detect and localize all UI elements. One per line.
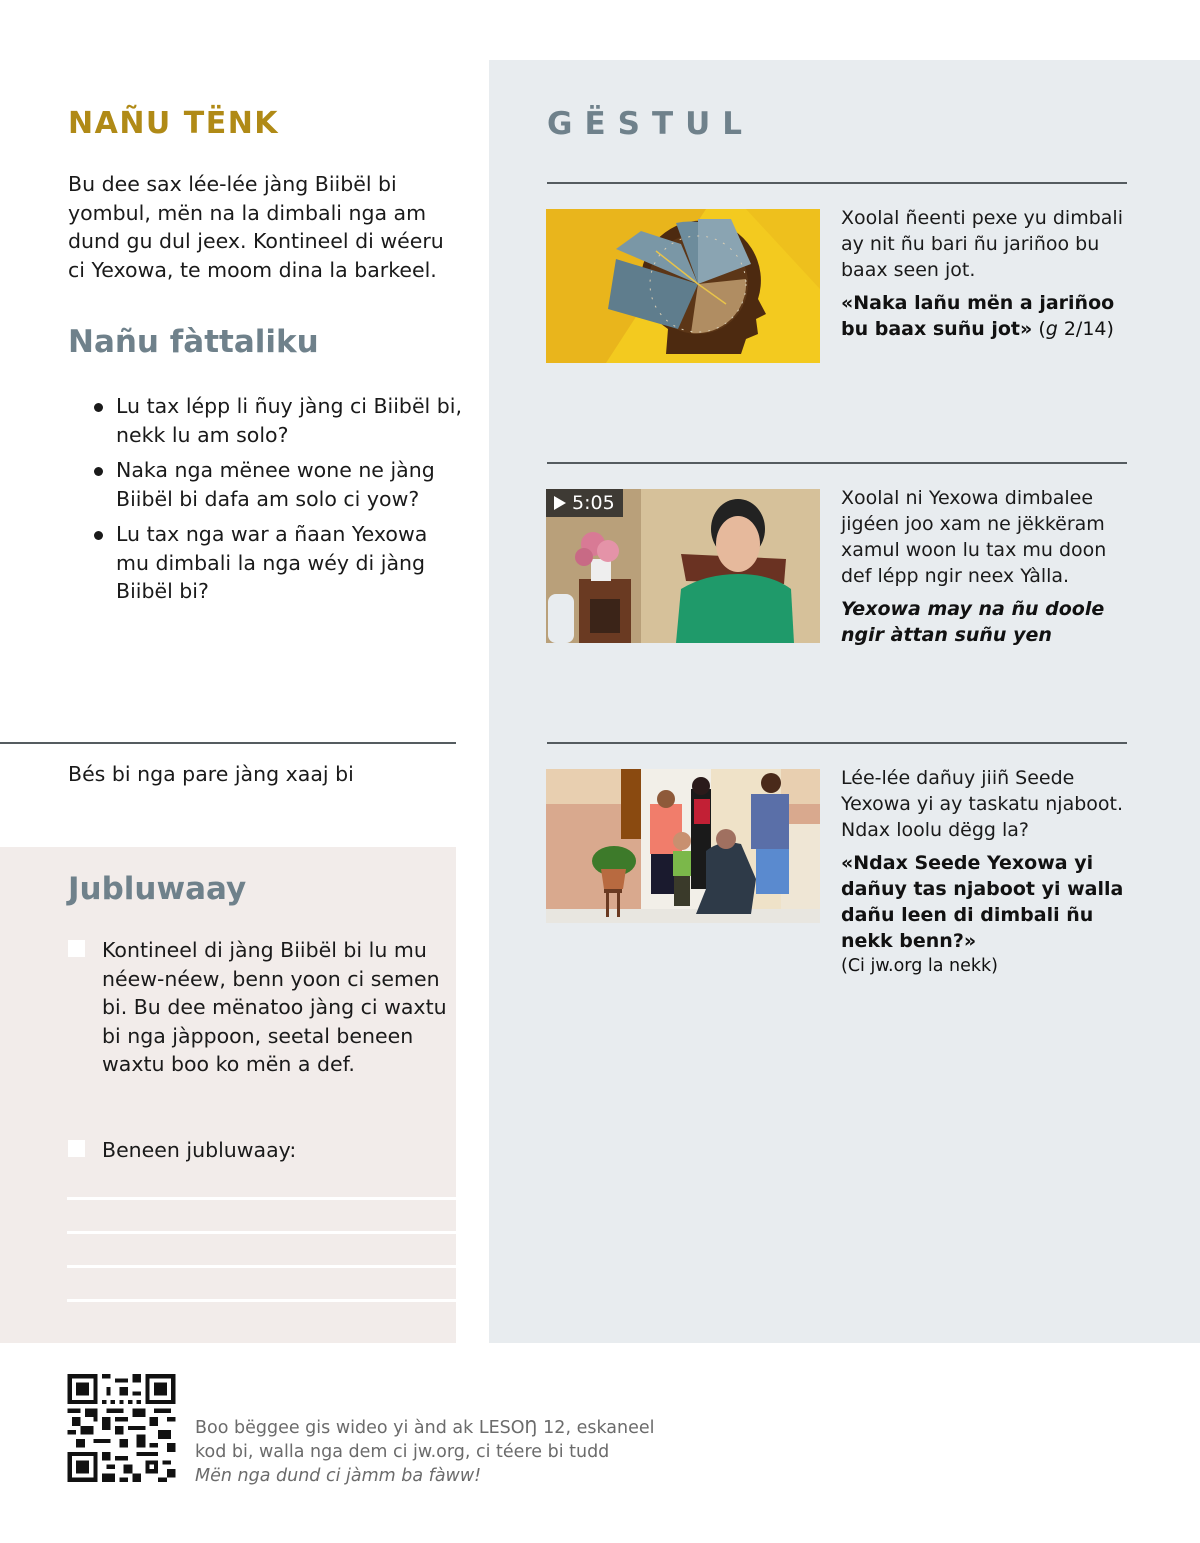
intro-title: NAÑU TËNK: [68, 106, 280, 141]
bullet-icon: [94, 467, 103, 476]
article-thumbnail[interactable]: [546, 209, 820, 363]
video-title[interactable]: Yexowa may na ñu doole ngir àttan suñu yen: [841, 598, 1105, 646]
review-question: [92, 392, 462, 449]
goal-item: [68, 1136, 448, 1165]
question-text: Naka nga mënee wone ne jàng Biibël bi dafa am solo ci yow?: [116, 458, 435, 511]
footer-line: Boo bëggee gis wideo yi ànd ak LESOŊ 12, eskaneel: [195, 1418, 655, 1438]
goal-panel: [0, 847, 456, 1343]
question-text: Lu tax lépp li ñuy jàng ci Biibël bi, nekk lu am solo?: [116, 394, 462, 447]
article-title[interactable]: «Naka lañu mën a jariñoo bu baax suñu jot»: [841, 292, 1115, 340]
explore-item: [841, 485, 1131, 648]
question-text: Lu tax nga war a ñaan Yexowa mu dimbali la nga wéy di jàng Biibël bi?: [116, 522, 428, 603]
goal-item: [68, 936, 448, 1079]
write-line[interactable]: [67, 1265, 456, 1268]
divider: [547, 462, 1127, 464]
explore-item: [841, 765, 1131, 978]
review-questions: [92, 392, 462, 613]
footer-note: [195, 1416, 655, 1488]
goal-text: Kontineel di jàng Biibël bi lu mu néew-néew, benn yoon ci semen bi. Bu dee mënatoo jàng ci waxtu bi nga jàppoon, seetal beneen waxtu boo ko mën a def.: [102, 938, 447, 1076]
article-thumbnail[interactable]: [546, 769, 820, 923]
publication-reference: (Ci jw.org la nekk): [841, 956, 998, 976]
video-thumbnail[interactable]: [546, 489, 820, 643]
write-line[interactable]: [67, 1231, 456, 1234]
intro-text: Bu dee sax lée-lée jàng Biibël bi yombul, mën na la dimbali nga am dund gu dul jeex. Kontineel di wéeru ci Yexowa, te moom dina la barkeel.: [68, 172, 444, 282]
family-greeting-photo-icon: [546, 769, 820, 923]
footer-line: kod bi, walla nga dem ci jw.org, ci téere bi tudd: [195, 1442, 610, 1462]
write-line[interactable]: [67, 1197, 456, 1200]
article-title[interactable]: «Ndax Seede Yexowa yi dañuy tas njaboot yi walla dañu leen di dimbali ñu nekk benn?»: [841, 852, 1124, 952]
goal-text: Beneen jubluwaay:: [102, 1138, 297, 1162]
bullet-icon: [94, 403, 103, 412]
goal-checkbox[interactable]: [68, 940, 85, 957]
explore-item: [841, 205, 1131, 342]
divider: [547, 742, 1127, 744]
video-duration-badge: [546, 489, 623, 517]
item-description: Xoolal ñeenti pexe yu dimbali ay nit ñu bari ñu jariñoo bu baax seen jot.: [841, 207, 1123, 281]
review-title: Nañu fàttaliku: [68, 324, 319, 360]
review-question: [92, 456, 462, 513]
divider: [0, 742, 456, 744]
qr-code-icon[interactable]: [67, 1374, 176, 1482]
book-title: Mën nga dund ci jàmm ba fàww!: [195, 1466, 482, 1486]
review-question: [92, 520, 462, 606]
explore-title: GËSTUL: [547, 106, 755, 142]
video-duration: 5:05: [572, 492, 615, 514]
publication-reference: (g 2/14): [1032, 318, 1114, 340]
completion-date-label: Bés bi nga pare jàng xaaj bi: [68, 762, 354, 786]
goal-title: Jubluwaay: [68, 871, 247, 907]
article-link[interactable]: [841, 290, 1131, 342]
play-icon: [554, 496, 566, 510]
item-description: Xoolal ni Yexowa dimbalee jigéen joo xam ne jëkkëram xamul woon lu tax mu doon def lépp ngir neex Yàlla.: [841, 487, 1107, 587]
divider: [547, 182, 1127, 184]
item-description: Lée-lée dañuy jiiñ Seede Yexowa yi ay taskatu njaboot. Ndax loolu dëgg la?: [841, 767, 1124, 841]
goal-checkbox[interactable]: [68, 1140, 85, 1157]
bullet-icon: [94, 531, 103, 540]
write-line[interactable]: [67, 1299, 456, 1302]
clock-head-illustration-icon: [546, 209, 820, 363]
